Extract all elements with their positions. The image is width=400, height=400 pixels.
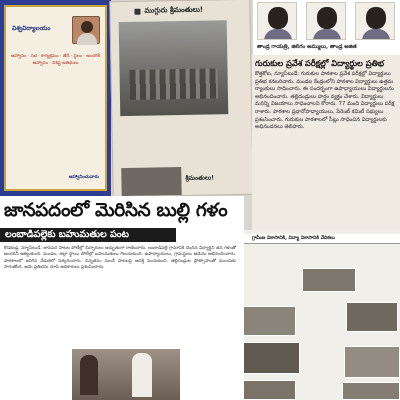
collage-strip-text: గ్రామీణ వికాసానికి, విద్యా వికాసానికి వేదికలు: [252, 236, 335, 241]
gurukula-body: కొత్తకోట, న్యూస్‌టుడే: గురుకుల పాఠశాల ప్రవేశ పరీక్షల్లో విద్యార్థులు ప్రతిభ కనబరిచారు. మండల కేంద్రంలోని పాఠశాల విద్యార్థులు ఉత్తమ ర్యాంకులు సాధించారు. ఈ సందర్భంగా ఉపాధ్యాయులు విద్యార్థులను అభినందించారు. తల్లిదండ్రులు హర్షం వ్యక్తం చేశారు. విద్యార్థులు మరిన్ని విజయాలు సాధించాలని కోరారు. 77 మంది విద్యార్థులు పరీక్ష రాశారు. పాఠశాల ప్రధానోపాధ్యాయులు, పేరెంట్ కమిటీ సభ్యులు ప్రశంసించారు. గురుకుల పాఠశాలలో సీట్లు సాధించిన విద్యార్థులకు అభినందనలు తెలిపారు.: [255, 71, 395, 131]
folk-subheadline: లంబాడిపల్లెకు బహుమతుల పంట: [0, 228, 176, 242]
portrait-photo: [72, 16, 100, 44]
collage-strip: [238, 234, 400, 244]
collage-photo: [240, 342, 300, 374]
magazine-caption: శ్రీమంతులు!: [185, 174, 214, 182]
gurukula-headline: గురుకుల ప్రవేశ పరీక్షల్లో విద్యార్థుల ప్రతిభ: [255, 58, 385, 68]
news-collage: [238, 230, 400, 400]
collage-photo: [346, 302, 398, 332]
collage-photo: [238, 380, 296, 400]
invitation-title: విశ్వవిద్యాలయం: [12, 25, 51, 32]
student-portraits: [253, 0, 400, 55]
folk-article-photo: [72, 349, 180, 400]
magazine-small-photo: [121, 167, 181, 196]
invitation-card: [0, 0, 111, 196]
student-photo-3: [355, 2, 395, 40]
magazine-page: [109, 0, 253, 197]
collage-photo: [302, 268, 356, 292]
folk-body: కొడకండ్ల, న్యూస్‌టుడే: జానపద పాటల పోటీల్లో చిన్నారులు అద్భుతంగా రాణించారు. లంబాడిపల్లె గ్రామానికి చెందిన విద్యార్థిని తన గళంతో అందరినీ ఆకట్టుకుంది. మండల, జిల్లా స్థాయి పోటీల్లో బహుమతులు గెలుచుకుంది. ఉపాధ్యాయులు, గ్రామస్థులు ఆమెను అభినందించారు. పాఠశాలలో జరిగిన వేడుకలో సత్కరించారు. చిన్నతనం నుంచే పాటలపై ఆసక్తి పెంచుకుంది. తల్లిదండ్రుల ప్రోత్సాహంతో ముందుకు సాగుతోంది. ఆమె ప్రతిభను చూసి అధికారులు ప్రశంసించారు.: [4, 246, 236, 270]
student-photo-2: [306, 2, 346, 40]
folk-song-article: [0, 196, 244, 400]
magazine-header: ముగ్గురు శ్రీమంతులు!: [144, 5, 204, 15]
gurukula-article: [252, 55, 400, 253]
portrait-caption: తాండ్ర గాయత్రి, జిలిగం అమ్ములు, తాండ్ర అజిత: [257, 44, 357, 50]
collage-photo: [240, 306, 296, 336]
invitation-body: ఆహ్వానం · సభ · కార్యక్రమం · తేదీ · స్థలం · అందరికీ ఆహ్వానం · విశిష్ట అతిథులు: [11, 54, 100, 67]
invitation-signature: ఆహ్వానించువారు: [68, 175, 99, 180]
invitation-card-inner: [4, 5, 107, 191]
folk-headline: జానపదంలో మెరిసిన బుల్లి గళం: [4, 200, 228, 221]
collage-photo: [344, 346, 400, 378]
collage-photo: [342, 382, 400, 400]
student-photo-1: [257, 2, 297, 40]
magazine-group-photo: [119, 20, 229, 116]
